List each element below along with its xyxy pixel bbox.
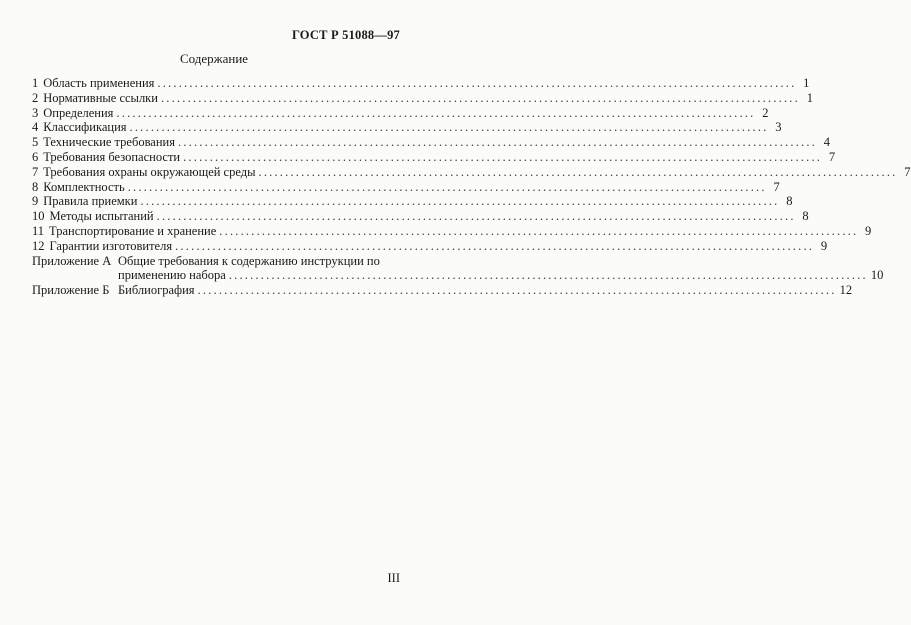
appendix-b-title: Библиография (118, 283, 195, 298)
dot-leader: ........................................................................................................................ (175, 238, 815, 253)
toc-entry-number: 9 (32, 194, 39, 209)
toc-entry-page: 7 (828, 149, 836, 164)
appendix-a-title-line2: применению набора (118, 268, 226, 283)
dot-leader: ........................................................................................................................ (258, 164, 898, 179)
toc-entry-title: Нормативные ссылки (43, 90, 158, 105)
toc-entry-page: 8 (802, 209, 809, 224)
toc-entry (32, 149, 836, 165)
dot-leader: ........................................................................................................................ (140, 194, 780, 209)
toc-entry (32, 76, 810, 91)
toc-entry-page: 9 (820, 238, 828, 253)
toc-entry-page: 8 (786, 194, 793, 209)
toc-entry-number: 3 (32, 105, 39, 120)
appendix-a-page: 10 (870, 268, 884, 283)
appendix-a-title-line1: Общие требования к содержанию инструкции по (118, 253, 380, 268)
toc-entry (32, 135, 830, 150)
toc-entry (32, 179, 780, 195)
toc-entry-page: 7 (773, 179, 780, 194)
dot-leader: ........................................................................................................................ (127, 179, 767, 194)
toc-entry-page: 9 (865, 223, 872, 238)
toc-entry (32, 223, 872, 239)
toc-entry (32, 238, 828, 254)
dot-leader: ........................................................................................................................ (197, 283, 837, 298)
contents-title: Содержание (179, 51, 249, 66)
toc-entry (32, 105, 769, 121)
toc-entry-page: 2 (762, 105, 769, 120)
document-code: ГОСТ Р 51088—97 (291, 28, 400, 42)
toc-entry-page: 7 (904, 164, 911, 179)
toc-entry-page: 3 (775, 120, 782, 135)
toc-entry-number: 7 (32, 164, 39, 179)
toc-entry-page: 1 (803, 76, 810, 90)
toc-appendix-b (32, 283, 853, 298)
table-of-contents (32, 76, 911, 298)
dot-leader: ........................................................................................................................ (219, 223, 859, 238)
toc-entry-title: Правила приемки (43, 194, 138, 209)
toc-appendix-a-continued (32, 268, 884, 283)
appendix-a-name: Приложение А (32, 253, 112, 268)
toc-entry-number: 6 (32, 149, 39, 164)
toc-entry-title: Классификация (43, 120, 127, 135)
dot-leader: ........................................................................................................................ (183, 149, 823, 164)
toc-entry-number: 4 (32, 120, 39, 135)
dot-leader: ........................................................................................................................ (178, 135, 817, 150)
toc-entry-page: 4 (823, 135, 830, 150)
toc-entry-title: Транспортирование и хранение (49, 223, 217, 238)
toc-entry (32, 209, 809, 224)
toc-entry-title: Комплектность (43, 179, 125, 194)
dot-leader: ........................................................................................................................ (157, 76, 797, 90)
dot-leader: ........................................................................................................................ (116, 105, 756, 120)
page-number: III (387, 571, 400, 585)
toc-entry-number: 10 (32, 209, 45, 224)
toc-entry-number: 8 (32, 179, 39, 194)
toc-entry (32, 194, 793, 209)
toc-entry-number: 11 (32, 223, 45, 238)
toc-entry-title: Требования охраны окружающей среды (43, 164, 256, 179)
toc-entry-page: 1 (806, 90, 813, 105)
dot-leader: ........................................................................................................................ (160, 90, 800, 105)
toc-entry (32, 164, 911, 180)
toc-entry-number: 12 (32, 238, 45, 253)
toc-entry-title: Требования безопасности (43, 149, 181, 164)
toc-entry-number: 5 (32, 135, 39, 150)
appendix-b-page: 12 (839, 283, 853, 298)
toc-appendix-a (32, 254, 404, 269)
toc-entry-title: Область применения (43, 76, 155, 90)
dot-leader: ........................................................................................................................ (156, 209, 796, 224)
dot-leader: ........................................................................................................................ (129, 120, 769, 135)
dot-leader: ........................................................................................................................ (228, 268, 868, 283)
toc-entry-title: Технические требования (43, 135, 175, 150)
toc-entry (32, 90, 813, 106)
toc-entry-title: Определения (43, 105, 114, 120)
toc-entry-number: 1 (32, 76, 39, 90)
toc-entry-number: 2 (32, 90, 39, 105)
toc-entry-title: Гарантии изготовителя (49, 238, 173, 253)
toc-entry-title: Методы испытаний (49, 209, 154, 224)
appendix-b-name: Приложение Б (32, 283, 110, 298)
toc-entry (32, 120, 782, 135)
